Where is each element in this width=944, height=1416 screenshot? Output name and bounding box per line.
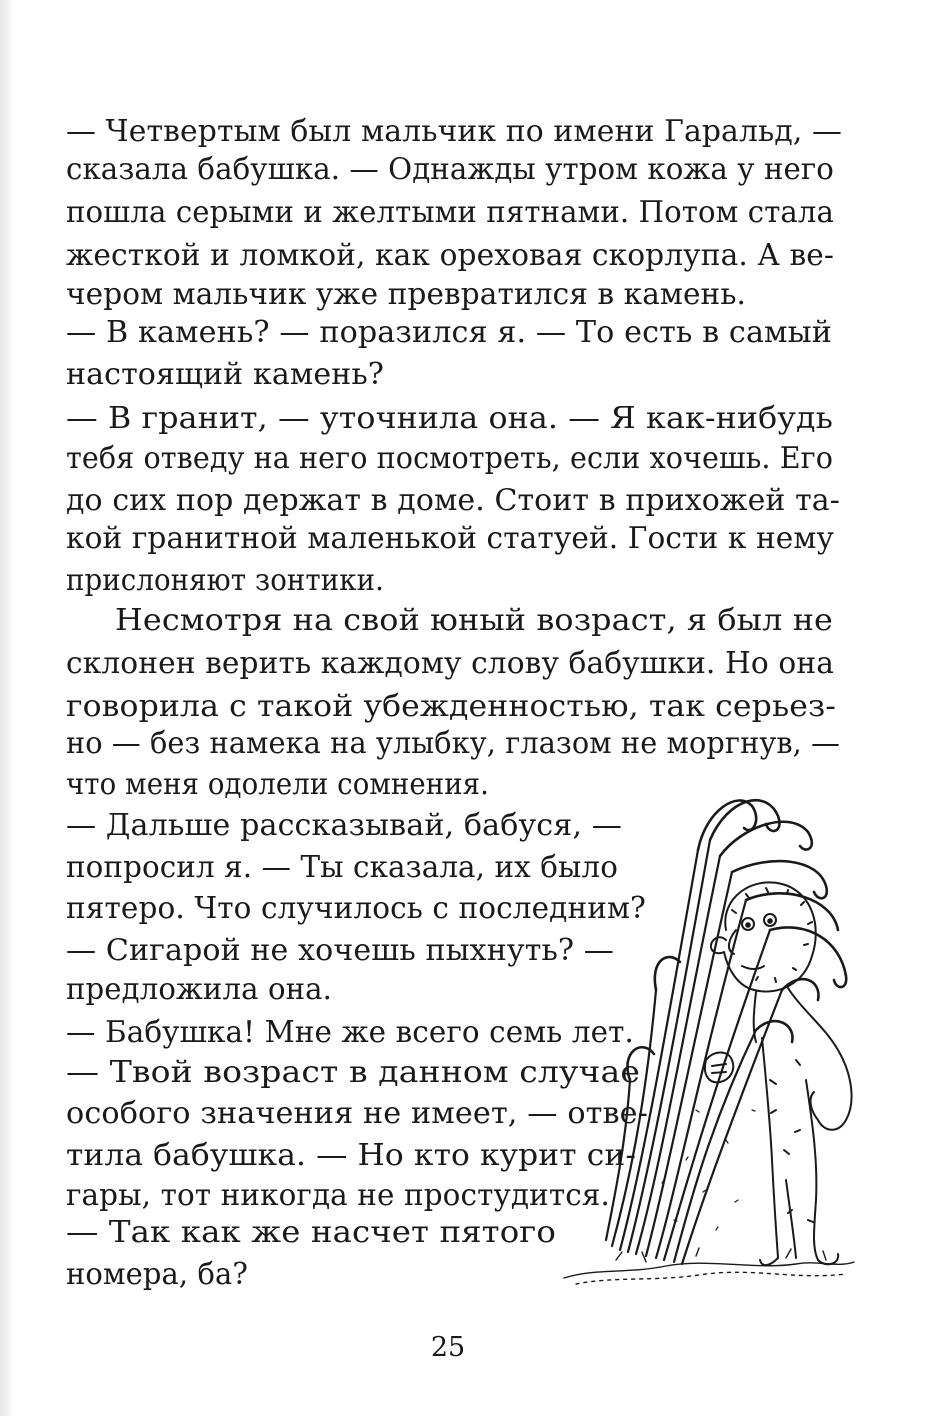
text-line: кой гранитной маленькой статуей. Гости к нему [66, 521, 834, 555]
text-line: сказала бабушка. — Однажды утром кожа у него [66, 152, 834, 186]
text-line: гары, тот никогда не простудится. [66, 1178, 610, 1212]
reed-hooks [627, 800, 846, 1080]
text-line: но — без намека на улыбку, глазом не моргнув, — [66, 726, 840, 760]
text-line: — Бабушка! Мне же всего семь лет. [66, 1015, 634, 1049]
text-line: попросил я. — Ты сказала, их было [66, 850, 618, 884]
text-line: пошла серыми и желтыми пятнами. Потом стала [66, 195, 834, 229]
text-line: до сих пор держат в доме. Стоит в прихожей та- [66, 483, 841, 517]
text-line: настоящий камень? [66, 357, 384, 391]
text-line: — В камень? — поразился я. — То есть в самый [66, 315, 832, 349]
text-line: — Твой возраст в данном случае [66, 1055, 640, 1089]
boy-with-reeds-illustration [556, 780, 860, 1290]
text-line: — Четвертым был мальчик по имени Гаральд, — [66, 114, 843, 148]
text-line: предложила она. [66, 972, 332, 1006]
text-line: прислоняют зонтики. [66, 563, 384, 597]
text-line: — Сигарой не хочешь пыхнуть? — [66, 933, 614, 967]
ground-scribble [564, 1248, 854, 1284]
text-line: жесткой и ломкой, как ореховая скорлупа. А ве- [66, 238, 834, 272]
page-edge-shadow [0, 0, 14, 1416]
text-line: чером мальчик уже превратился в камень. [66, 277, 746, 311]
text-line: — В гранит, — уточнила она. — Я как-нибудь [66, 401, 833, 435]
text-line: Несмотря на свой юный возраст, я был не [115, 603, 833, 637]
text-line: — Так как же насчет пятого [66, 1215, 556, 1249]
text-line: особого значения не имеет, — отве- [66, 1096, 648, 1130]
text-line: тила бабушка. — Но кто курит си- [66, 1138, 636, 1172]
text-line: склонен верить каждому слову бабушки. Но она [66, 646, 835, 680]
text-line: говорила с такой убежденностью, так серьез- [66, 689, 836, 723]
text-line: номера, ба? [66, 1257, 248, 1291]
text-line: тебя отведу на него посмотреть, если хочешь. Его [66, 441, 833, 475]
text-line: что меня одолели сомнения. [66, 767, 489, 801]
boy-body [754, 988, 852, 1265]
text-line: пятеро. Что случилось с последним? [66, 891, 646, 925]
page-number: 25 [430, 1332, 466, 1363]
text-line: — Дальше рассказывай, бабуся, — [66, 808, 622, 842]
